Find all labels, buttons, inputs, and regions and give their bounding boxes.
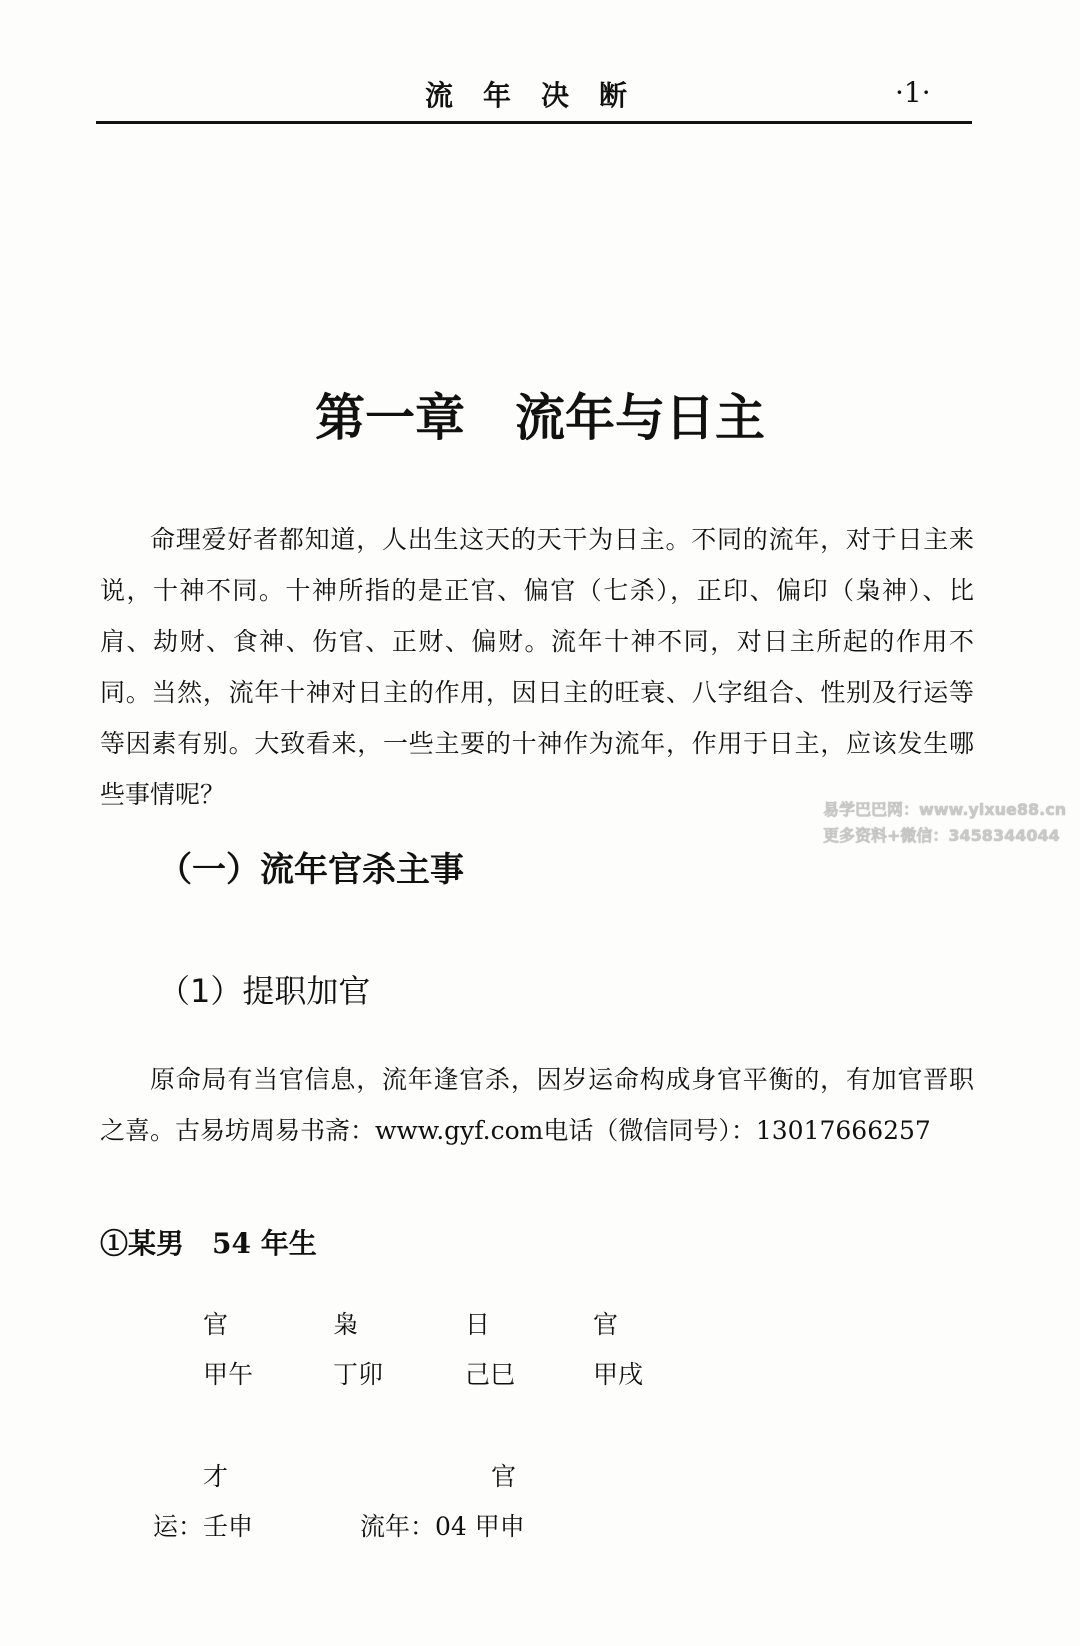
pillar-year: 甲午 xyxy=(203,1360,254,1389)
luck-pillar: 运：壬申 xyxy=(153,1512,254,1541)
section-heading: （一）流年官杀主事 xyxy=(158,850,464,890)
ten-god-month: 枭 xyxy=(333,1310,359,1339)
flow-year-ten-god: 官 xyxy=(491,1462,517,1491)
header-rule xyxy=(96,121,972,124)
ten-god-year: 官 xyxy=(203,1310,229,1339)
luck-ten-god: 才 xyxy=(203,1462,229,1491)
subsection-paragraph xyxy=(100,1054,974,1156)
flow-year-pillar: 流年：04 甲申 xyxy=(360,1512,525,1541)
ten-god-hour: 官 xyxy=(593,1310,619,1339)
running-header-title: 流年决断 xyxy=(425,79,658,112)
intro-paragraph xyxy=(100,514,974,820)
watermark-line-1: 易学巴巴网：www.yixue88.cn xyxy=(823,800,1067,819)
pillar-day: 己巳 xyxy=(465,1360,516,1389)
example-label: ①某男 54 年生 xyxy=(100,1227,317,1260)
pillar-month: 丁卯 xyxy=(333,1360,384,1389)
chapter-title: 第一章 流年与日主 xyxy=(315,389,765,447)
subsection-paragraph-text: 原命局有当官信息，流年逢官杀，因岁运命构成身官平衡的，有加官晋职之喜。古易坊周易书斋：www.gyf.com电话（微信同号）：13017666257 xyxy=(100,1065,974,1145)
intro-paragraph-text: 命理爱好者都知道，人出生这天的天干为日主。不同的流年，对于日主来说，十神不同。十神所指的是正官、偏官（七杀），正印、偏印（枭神）、比肩、劫财、食神、伤官、正财、偏财。流年十神不同，对日主所起的作用不同。当然，流年十神对日主的作用，因日主的旺衰、八字组合、性别及行运等等因素有别。大致看来，一些主要的十神作为流年，作用于日主，应该发生哪些事情呢？ xyxy=(100,525,974,809)
ten-god-day: 日 xyxy=(465,1310,491,1339)
page-number: ·1· xyxy=(895,76,931,109)
subsection-heading: （1）提职加官 xyxy=(158,972,371,1010)
watermark-line-2: 更多资料+微信：3458344044 xyxy=(823,826,1060,845)
pillar-hour: 甲戌 xyxy=(593,1360,644,1389)
